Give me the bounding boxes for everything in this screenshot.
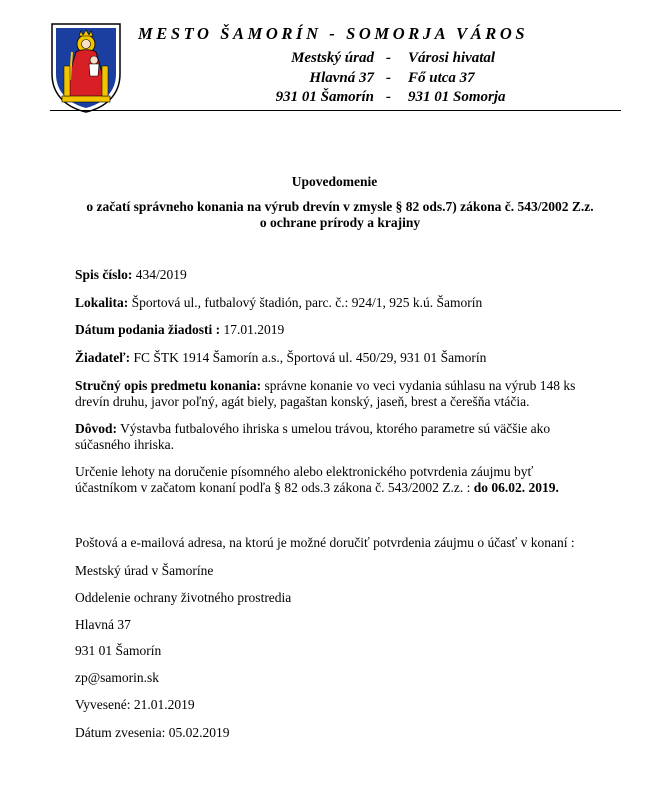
field-value: Výstavba futbalového ihriska s umelou trávou, ktorého parametre sú väčšie ako súčasného ihriska. [75,421,551,452]
street-hu: Fő utca 37 [408,70,475,86]
notice-subtitle-line1: o začatí správneho konania na výrub drevín v zmysle § 82 ods.7) zákona č. 543/2002 Z.z. [86,199,594,214]
address-email: zp@samorin.sk [75,670,160,685]
field-label: Lokalita: [75,295,129,310]
field-label: Dátum podania žiadosti : [75,322,221,337]
separator: - [386,70,391,86]
field-value: 17.01.2019 [220,322,285,337]
field-value: 434/2019 [132,267,187,282]
street-sk: Hlavná 37 [309,70,374,86]
office-sk: Mestský úrad [291,50,374,66]
field-label: Dôvod: [75,421,118,436]
notice-subtitle-line2: o ochrane prírody a krajiny [259,215,421,230]
address-line-city: 931 01 Šamorín [75,643,162,658]
notice-subtitle [60,199,620,231]
field-label: Spis číslo: [75,267,133,282]
field-value: správne konanie vo veci vydania súhlasu na výrub 148 ks drevín druhu, javor poľný, agát biely, pagaštan konský, jaseň, brest a čerešňa vtáčia. [75,378,576,409]
field-value: FC ŠTK 1914 Šamorín a.s., Športová ul. 450/29, 931 01 Šamorín [130,350,487,365]
letterhead-title: MESTO ŠAMORÍN - SOMORJA VÁROS [138,24,529,43]
removal-date: Dátum zvesenia: 05.02.2019 [75,725,230,740]
coat-of-arms-icon [50,22,122,114]
address-intro: Poštová a e-mailová adresa, na ktorú je možné doručiť potvrdenia záujmu o účasť v konaní : [75,535,575,550]
field-lehota [75,464,585,495]
field-value: Športová ul., futbalový štadión, parc. č.: 924/1, 925 k.ú. Šamorín [128,295,483,310]
address-line-department: Oddelenie ochrany životného prostredia [75,590,292,605]
city-sk: 931 01 Šamorín [275,89,374,105]
notice-title: Upovedomenie [291,174,378,189]
lehota-text: Určenie lehoty na doručenie písomného alebo elektronického potvrdenia záujmu byť účastníkom v začatom konaní podľa § 82 ods.3 zákona č. 543/2002 Z.z. : [75,464,534,495]
address-line-office: Mestský úrad v Šamoríne [75,563,214,578]
field-spis [75,267,605,283]
field-dovod [75,421,575,452]
field-label: Žiadateľ: [75,350,131,365]
separator: - [386,89,391,105]
header-divider [50,110,621,111]
address-line-street: Hlavná 37 [75,617,131,632]
separator: - [386,50,391,66]
field-opis [75,378,595,409]
city-hu: 931 01 Somorja [408,89,506,105]
office-hu: Városi hivatal [408,50,496,66]
posted-date: Vyvesené: 21.01.2019 [75,697,195,712]
lehota-deadline: do 06.02. 2019. [473,479,559,495]
field-label: Stručný opis predmetu konania: [75,378,262,393]
field-lokalita [75,295,605,311]
field-ziadatel [75,350,605,366]
field-datum-podania [75,322,605,338]
